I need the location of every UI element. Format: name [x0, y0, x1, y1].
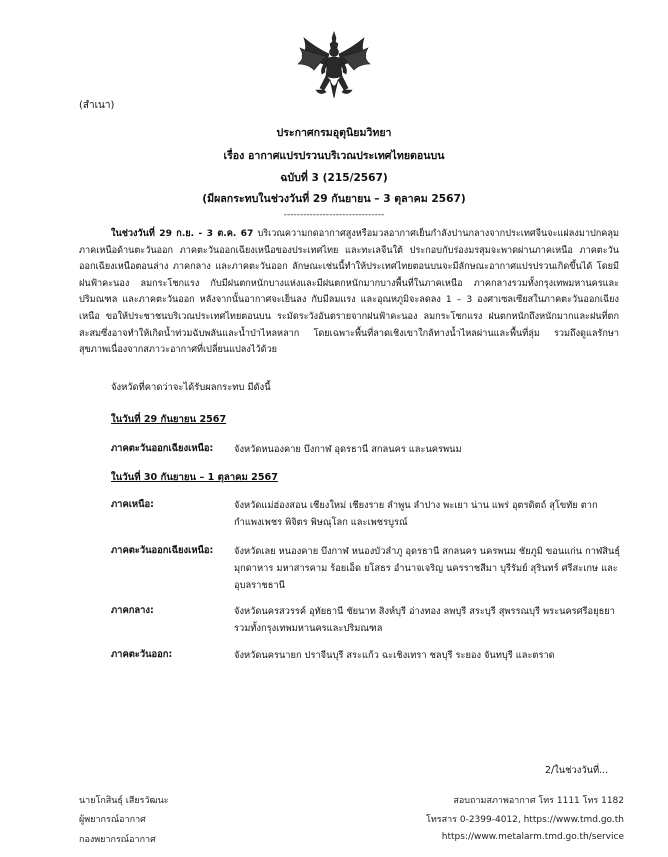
- forecaster-name: นายโกสินธุ์ เสียรวัฒนะ: [79, 796, 169, 806]
- forecast-text: บริเวณความกดอากาศสูงหรือมวลอากาศเย็นกำลังปานกลางจากประเทศจีนจะแผ่ลงมาปกคลุมภาคเหนือด้านตะวันออก ภาคตะวันออกเฉียงเหนือของประเทศไทย และทะเลจีนใต้ ประกอบกับร่องมรสุมจะพาดผ่านภาคเหนือ ภาคตะวันออกเฉียงเหนือตอนล่าง ภาคกลาง และภาคตะวันออก ลักษณะเช่นนี้ทำให้ประเทศไทยตอนบนจะมีลักษณะอากาศแปรปรวนเกิดขึ้นได้ โดยมีฝนฟ้าคะนอง ลมกระโชกแรง กับมีฝนตกหนักบางแห่งและมีฝนตกหนักมากบางพื้นที่ในภาคเหนือ ภาคกลางรวมทั้งกรุงเทพมหานครและปริมณฑล และภาคตะวันออก หลังจากนั้นอากาศจะเย็นลง กับมีลมแรง และอุณหภูมิจะลดลง 1 – 3 องศาเซลเซียสในภาคตะวันออกเฉียงเหนือ ขอให้ประชาชนบริเวณประเทศไทยตอนบน ระมัดระวังอันตรายจากฝนฟ้าคะนอง ลมกระโชกแรง ฝนตกหนักถึงหนักมากและฝนที่ตกสะสมซึ่งอาจทำให้เกิดน้ำท่วมฉับพลันและน้ำป่าไหลหลาก โดยเฉพาะพื้นที่ลาดเชิงเขาใกล้ทางน้ำไหลผ่านและพื้นที่ลุ่ม รวมถึงดูแลรักษาสุขภาพเนื่องจากสภาวะอากาศที่เปลี่ยนแปลงไว้ด้วย: [79, 229, 619, 356]
- issue-number: ฉบับที่ 3 (215/2567): [280, 172, 388, 184]
- effective-period: (มีผลกระทบในช่วงวันที่ 29 กันยายน – 3 ตุลาคม 2567): [202, 193, 466, 205]
- separator-line: -------------------------------: [283, 210, 385, 220]
- contact-fax-link[interactable]: โทรสาร 0-2399-4012, https://www.tmd.go.th: [426, 815, 624, 825]
- region-label-east: ภาคตะวันออก:: [111, 649, 173, 660]
- forecast-paragraph: [79, 226, 619, 359]
- contact-phone: สอบถามสภาพอากาศ โทร 1111 โทร 1182: [453, 796, 624, 806]
- provinces-northeast: จังหวัดเลย หนองคาย บึงกาฬ หนองบัวลำภู อุดรธานี สกลนคร นครพนม ชัยภูมิ ขอนแก่น กาฬสินธุ์ มุกดาหาร มหาสารคาม ร้อยเอ็ด ยโสธร อำนาจเจริญ นครราชสีมา บุรีรัมย์ สุรินทร์ ศรีสะเกษ และอุบลราชธานี: [234, 546, 621, 591]
- affected-intro: จังหวัดที่คาดว่าจะได้รับผลกระทบ มีดังนี้: [111, 382, 271, 393]
- announcement-subject: เรื่อง อากาศแปรปรวนบริเวณประเทศไทยตอนบน: [223, 150, 445, 162]
- copy-label: (สำเนา): [79, 100, 115, 111]
- lead-period: ในช่วงวันที่ 29 ก.ย. - 3 ต.ค. 67: [111, 229, 254, 239]
- garuda-emblem-icon: [296, 30, 372, 100]
- metalarm-link[interactable]: https://www.metalarm.tmd.go.th/service: [441, 832, 624, 842]
- forecaster-title: ผู้พยากรณ์อากาศ: [79, 815, 146, 825]
- continuation-note: 2/ในช่วงวันที่...: [545, 765, 609, 776]
- date-heading-day2: ในวันที่ 30 กันยายน – 1 ตุลาคม 2567: [111, 472, 278, 483]
- region-label-north: ภาคเหนือ:: [111, 499, 154, 510]
- provinces-east: จังหวัดนครนายก ปราจีนบุรี สระแก้ว ฉะเชิงเทรา ชลบุรี ระยอง จันทบุรี และตราด: [234, 650, 555, 661]
- provinces-central: จังหวัดนครสวรรค์ อุทัยธานี ชัยนาท สิงห์บุรี อ่างทอง ลพบุรี สระบุรี สุพรรณบุรี พระนครศรีอยุธยา รวมทั้งกรุงเทพมหานครและปริมณฑล: [234, 606, 615, 634]
- region-label-northeast-day1: ภาคตะวันออกเฉียงเหนือ:: [111, 443, 214, 454]
- announcement-title: ประกาศกรมอุตุนิยมวิทยา: [276, 127, 392, 139]
- date-heading-day1: ในวันที่ 29 กันยายน 2567: [111, 414, 227, 425]
- region-label-northeast: ภาคตะวันออกเฉียงเหนือ:: [111, 545, 214, 556]
- region-label-central: ภาคกลาง:: [111, 605, 154, 616]
- provinces-north: จังหวัดแม่ฮ่องสอน เชียงใหม่ เชียงราย ลำพูน ลำปาง พะเยา น่าน แพร่ อุตรดิตถ์ สุโขทัย ตาก กำแพงเพชร พิจิตร พิษณุโลก และเพชรบูรณ์: [234, 500, 598, 528]
- forecast-division: กองพยากรณ์อากาศ: [79, 835, 156, 845]
- provinces-northeast-day1: จังหวัดหนองคาย บึงกาฬ อุดรธานี สกลนคร และนครพนม: [234, 444, 462, 455]
